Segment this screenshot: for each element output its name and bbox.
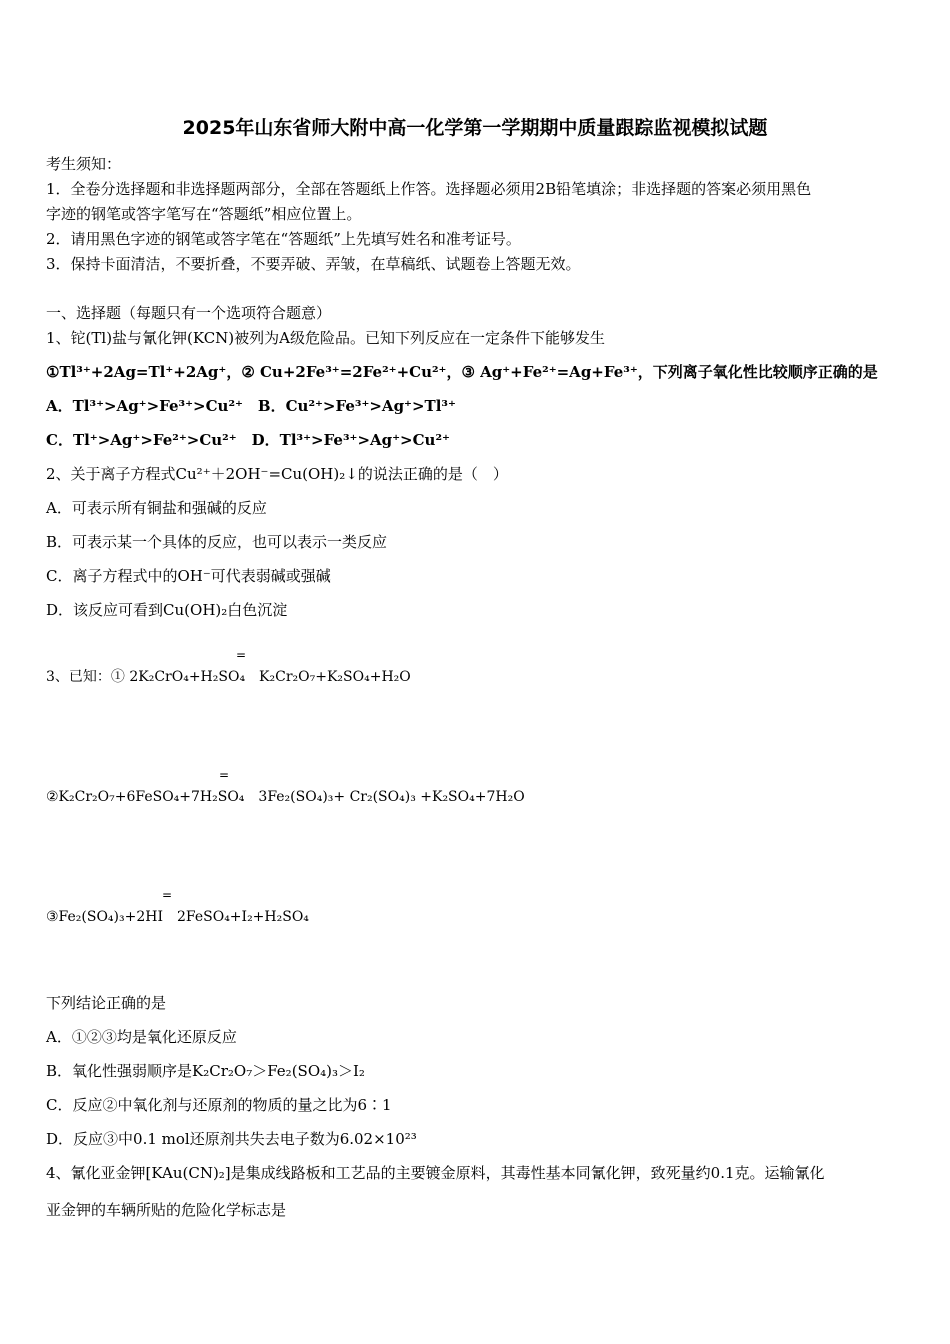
- q3-reaction-1: 3、已知：① 2K₂CrO₄+H₂SO₄ K₂Cr₂O₇+K₂SO₄+H₂O: [46, 669, 411, 685]
- q4-stem-line-1: 4、氰化亚金钾[KAu(CN)₂]是集成线路板和工艺品的主要镀金原料，其毒性基本同氰化钾，致死量约0.1克。运输氰化: [46, 1164, 825, 1182]
- eq-sign-2: =: [219, 768, 230, 782]
- q2-option-b: B．可表示某一个具体的反应，也可以表示一类反应: [46, 533, 388, 551]
- q4-stem-line-2: 亚金钾的车辆所贴的危险化学标志是: [46, 1201, 287, 1219]
- q1-options-ab: A．Tl³⁺>Ag⁺>Fe³⁺>Cu²⁺ B．Cu²⁺>Fe³⁺>Ag⁺>Tl³⁺: [46, 397, 456, 415]
- page-title: 2025年山东省师大附中高一化学第一学期期中质量跟踪监视模拟试题: [182, 117, 768, 139]
- notice-item-1: 1．全卷分选择题和非选择题两部分，全部在答题纸上作答。选择题必须用2B铅笔填涂；非选择题的答案必须用黑色: [46, 180, 812, 198]
- notice-item-2: 2．请用黑色字迹的钢笔或答字笔在“答题纸”上先填写姓名和准考证号。: [46, 230, 521, 248]
- q3-option-a: A．①②③均是氧化还原反应: [46, 1028, 237, 1046]
- q3-prompt: 下列结论正确的是: [46, 994, 167, 1012]
- q3-reaction-3: ③Fe₂(SO₄)₃+2HI 2FeSO₄+I₂+H₂SO₄: [46, 909, 309, 925]
- q2-option-c: C．离子方程式中的OH⁻可代表弱碱或强碱: [46, 567, 331, 585]
- q2-option-d: D．该反应可看到Cu(OH)₂白色沉淀: [46, 601, 288, 619]
- q3-reaction-2: ②K₂Cr₂O₇+6FeSO₄+7H₂SO₄ 3Fe₂(SO₄)₃+ Cr₂(SO₄)₃ +K₂SO₄+7H₂O: [46, 789, 525, 805]
- q3-option-b: B．氧化性强弱顺序是K₂Cr₂O₇＞Fe₂(SO₄)₃＞I₂: [46, 1062, 365, 1080]
- notice-heading: 考生须知：: [46, 155, 122, 173]
- eq-sign-1: =: [236, 648, 247, 662]
- q3-option-d: D．反应③中0.1 mol还原剂共失去电子数为6.02×10²³: [46, 1130, 417, 1148]
- eq-sign-3: =: [162, 888, 173, 902]
- notice-item-1-cont: 字迹的钢笔或答字笔写在“答题纸”相应位置上。: [46, 205, 362, 223]
- q3-option-c: C．反应②中氧化剂与还原剂的物质的量之比为6∶1: [46, 1096, 392, 1114]
- q2-stem: 2、关于离子方程式Cu²⁺＋2OH⁻=Cu(OH)₂↓的说法正确的是（ ）: [46, 465, 508, 483]
- q1-stem: 1、铊(Tl)盐与氰化钾(KCN)被列为A级危险品。已知下列反应在一定条件下能够发生: [46, 329, 605, 347]
- q1-options-cd: C．Tl⁺>Ag⁺>Fe²⁺>Cu²⁺ D．Tl³⁺>Fe³⁺>Ag⁺>Cu²⁺: [46, 431, 450, 449]
- q1-reactions: ①Tl³⁺+2Ag=Tl⁺+2Ag⁺，② Cu+2Fe³⁺=2Fe²⁺+Cu²⁺，③ Ag⁺+Fe²⁺=Ag+Fe³⁺，下列离子氧化性比较顺序正确的是: [46, 363, 878, 381]
- q2-option-a: A．可表示所有铜盐和强碱的反应: [46, 499, 267, 517]
- notice-item-3: 3．保持卡面清洁，不要折叠，不要弄破、弄皱，在草稿纸、试题卷上答题无效。: [46, 255, 581, 273]
- section-heading: 一、选择题（每题只有一个选项符合题意）: [46, 304, 332, 322]
